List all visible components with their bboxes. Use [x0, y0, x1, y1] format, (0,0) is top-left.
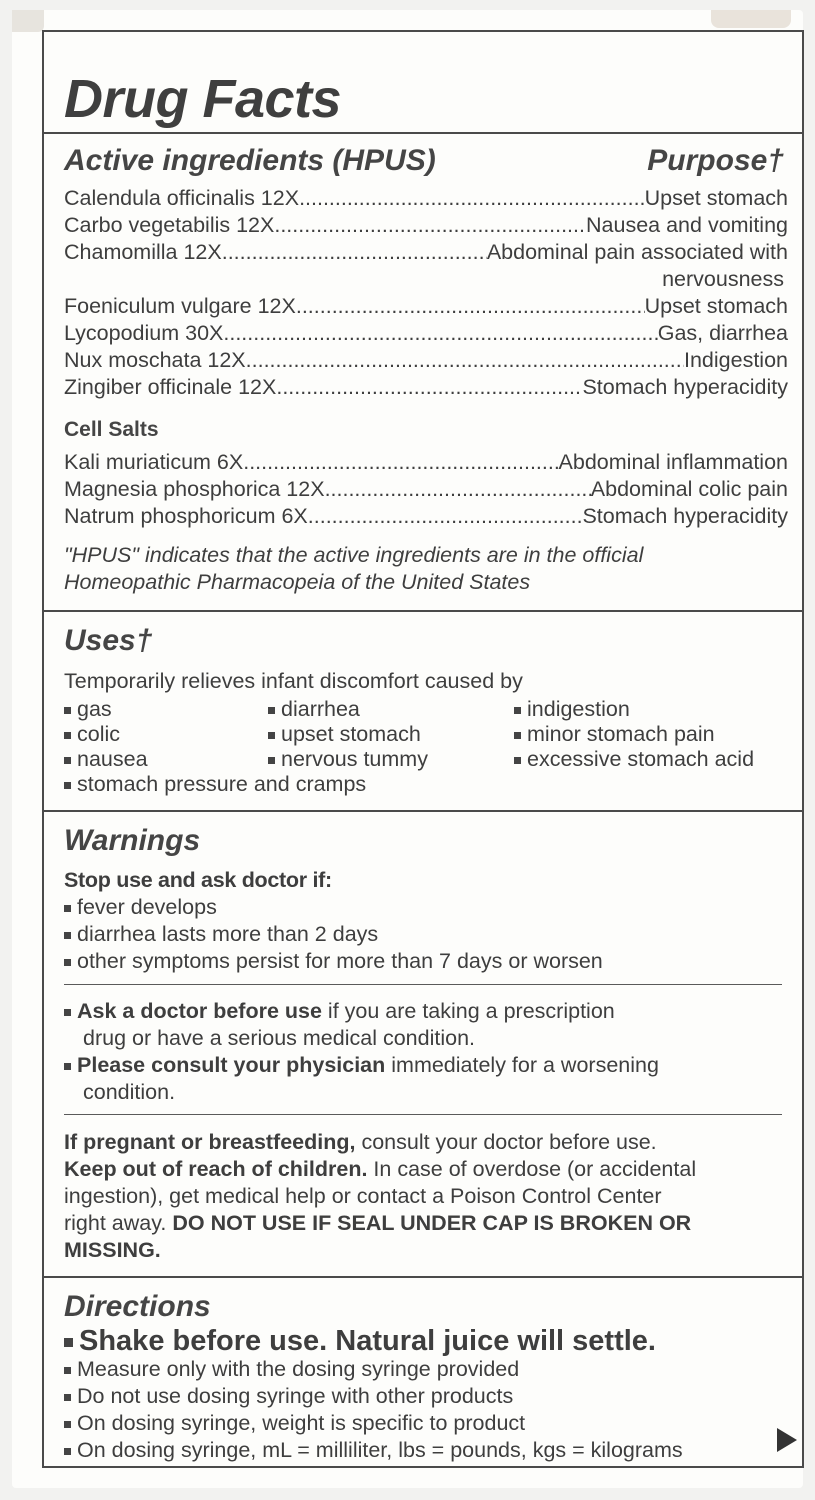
ingredient-row — [64, 347, 788, 373]
ingredient-purpose-continued: nervousness — [662, 267, 784, 291]
use-item — [64, 746, 148, 772]
warning-item-text: fever develops — [77, 895, 217, 919]
bullet-icon — [64, 1063, 71, 1070]
ingredient-purpose: Abdominal colic pain — [590, 477, 788, 501]
leader-dots — [276, 374, 582, 400]
keep-out-text: In case of overdose (or accidental — [367, 1157, 697, 1181]
ingredient-row — [64, 293, 788, 319]
use-item-text: diarrhea — [281, 697, 360, 721]
bullet-icon — [64, 905, 71, 912]
box-flap-left — [12, 10, 44, 32]
direction-item — [64, 1410, 525, 1436]
seal-warning-bold: DO NOT USE IF SEAL UNDER CAP IS BROKEN OR — [172, 1211, 692, 1235]
bullet-icon — [514, 757, 521, 764]
bullet-icon — [64, 1448, 71, 1455]
use-item-text: colic — [77, 722, 121, 746]
direction-item — [64, 1383, 513, 1409]
ingredient-purpose: Nausea and vomiting — [586, 213, 788, 237]
warning-item — [64, 921, 378, 947]
shake-line — [64, 1325, 656, 1357]
drug-facts-panel — [42, 30, 804, 1468]
ingredient-name: Carbo vegetabilis 12X — [64, 213, 275, 237]
use-item — [268, 746, 428, 772]
ingredient-row — [64, 239, 788, 265]
ingredient-purpose: Stomach hyperacidity — [582, 504, 788, 528]
ingredient-purpose: Abdominal inflammation — [558, 450, 788, 474]
bullet-icon — [514, 707, 521, 714]
ingredient-name: Natrum phosphoricum 6X — [64, 504, 308, 528]
ingredient-purpose: Stomach hyperacidity — [582, 375, 788, 399]
leader-dots — [246, 347, 684, 373]
bullet-icon — [268, 732, 275, 739]
consult-bold: Please consult your physician — [77, 1053, 386, 1077]
consult-line — [64, 1052, 659, 1078]
ingredient-row — [64, 320, 788, 346]
use-item — [514, 696, 630, 722]
ingredient-name: Zingiber officinale 12X — [64, 375, 277, 399]
active-ingredients-heading: Active ingredients (HPUS) — [64, 144, 436, 177]
cell-salt-row — [64, 503, 788, 529]
bullet-icon — [268, 757, 275, 764]
warning-item-text: diarrhea lasts more than 2 days — [77, 922, 379, 946]
leader-dots — [222, 239, 487, 265]
stop-use-heading: Stop use and ask doctor if: — [64, 868, 332, 892]
hpus-note-line1: "HPUS" indicates that the active ingredients are in the official — [64, 543, 644, 567]
warnings-heading: Warnings — [64, 824, 201, 857]
direction-item — [64, 1437, 683, 1463]
keep-out-line2: ingestion), get medical help or contact a Poison Control Center — [64, 1184, 662, 1208]
ingredient-name: Calendula officinalis 12X — [64, 186, 300, 210]
use-item-text: stomach pressure and cramps — [77, 772, 367, 796]
leader-dots — [325, 476, 591, 502]
keep-out-line3 — [64, 1210, 691, 1236]
warning-item-text: other symptoms persist for more than 7 days or worsen — [77, 949, 603, 973]
pregnant-text: consult your doctor before use. — [355, 1130, 657, 1154]
ask-doctor-line2: drug or have a serious medical condition. — [83, 1026, 475, 1050]
ingredient-purpose: Upset stomach — [644, 186, 788, 210]
keep-out-text: right away. — [64, 1211, 173, 1235]
section-divider — [44, 810, 802, 812]
shake-text: Shake before use. Natural juice will settle. — [79, 1325, 656, 1357]
leader-dots — [296, 293, 645, 319]
leader-dots — [223, 320, 657, 346]
purpose-heading: Purpose† — [647, 144, 784, 177]
keep-out-line — [64, 1156, 696, 1182]
pregnant-line — [64, 1129, 657, 1155]
ingredient-row — [64, 374, 788, 400]
use-item — [514, 721, 715, 747]
use-item-text: nervous tummy — [281, 747, 428, 771]
ask-doctor-line — [64, 998, 615, 1024]
ask-doctor-bold: Ask a doctor before use — [77, 999, 322, 1023]
ingredient-purpose: Abdominal pain associated with — [486, 240, 788, 264]
continue-arrow-icon — [777, 1428, 797, 1452]
consult-line2: condition. — [83, 1080, 176, 1104]
ingredient-name: Magnesia phosphorica 12X — [64, 477, 325, 501]
ingredient-row — [64, 212, 788, 238]
use-item-text: indigestion — [527, 697, 630, 721]
leader-dots — [308, 503, 583, 529]
leader-dots — [274, 212, 586, 238]
ingredient-name: Lycopodium 30X — [64, 321, 224, 345]
ingredient-purpose: Gas, diarrhea — [657, 321, 788, 345]
title-divider — [44, 132, 802, 134]
use-item — [64, 771, 366, 797]
ingredient-name: Foeniculum vulgare 12X — [64, 294, 296, 318]
use-item — [64, 721, 120, 747]
bullet-icon — [514, 732, 521, 739]
bullet-icon — [64, 732, 71, 739]
cell-salts-heading: Cell Salts — [64, 418, 159, 441]
consult-text: immediately for a worsening — [385, 1053, 659, 1077]
use-item — [64, 696, 112, 722]
ingredient-purpose: Indigestion — [684, 348, 788, 372]
uses-heading: Uses† — [64, 624, 153, 657]
bullet-icon — [64, 757, 71, 764]
ingredient-name: Nux moschata 12X — [64, 348, 246, 372]
bullet-icon — [64, 1367, 71, 1374]
use-item-text: gas — [77, 697, 112, 721]
drug-facts-title: Drug Facts — [64, 69, 342, 129]
section-divider — [44, 610, 802, 612]
direction-item-text: Measure only with the dosing syringe provided — [77, 1357, 520, 1381]
bullet-icon — [64, 932, 71, 939]
section-divider — [44, 1276, 802, 1278]
bullet-icon — [64, 1421, 71, 1428]
warning-item — [64, 948, 603, 974]
use-item-text: excessive stomach acid — [527, 747, 755, 771]
use-item-text: nausea — [77, 747, 148, 771]
warning-item — [64, 894, 217, 920]
bullet-icon — [268, 707, 275, 714]
bullet-icon — [64, 782, 71, 789]
use-item — [514, 746, 754, 772]
ingredient-name: Kali muriaticum 6X — [64, 450, 244, 474]
keep-out-line4: MISSING. — [64, 1238, 161, 1262]
bullet-icon — [64, 1009, 71, 1016]
pregnant-bold: If pregnant or breastfeeding, — [64, 1130, 356, 1154]
cell-salt-row — [64, 476, 788, 502]
cell-salt-row — [64, 449, 788, 475]
ingredient-row — [64, 185, 788, 211]
bullet-icon — [64, 1394, 71, 1401]
leader-dots — [243, 449, 558, 475]
bullet-icon — [64, 1338, 73, 1347]
label-card — [12, 10, 803, 1488]
warnings-divider — [64, 984, 782, 985]
direction-item — [64, 1356, 519, 1382]
use-item — [268, 696, 360, 722]
use-item — [268, 721, 421, 747]
use-item-text: upset stomach — [281, 722, 421, 746]
ask-doctor-text: if you are taking a prescription — [321, 999, 615, 1023]
keep-out-bold: Keep out of reach of children. — [64, 1157, 368, 1181]
direction-item-text: On dosing syringe, weight is specific to product — [77, 1411, 526, 1435]
directions-heading: Directions — [64, 1290, 211, 1323]
direction-item-text: Do not use dosing syringe with other products — [77, 1384, 514, 1408]
warnings-divider — [64, 1114, 782, 1115]
ingredient-purpose: Upset stomach — [644, 294, 788, 318]
direction-item-text: On dosing syringe, mL = milliliter, lbs = pounds, kgs = kilograms — [77, 1438, 683, 1462]
bullet-icon — [64, 959, 71, 966]
bullet-icon — [64, 707, 71, 714]
use-item-text: minor stomach pain — [527, 722, 715, 746]
hpus-note-line2: Homeopathic Pharmacopeia of the United States — [64, 570, 531, 594]
leader-dots — [299, 185, 645, 211]
ingredient-name: Chamomilla 12X — [64, 240, 222, 264]
uses-intro: Temporarily relieves infant discomfort caused by — [64, 669, 523, 693]
box-flap-right — [711, 10, 791, 28]
